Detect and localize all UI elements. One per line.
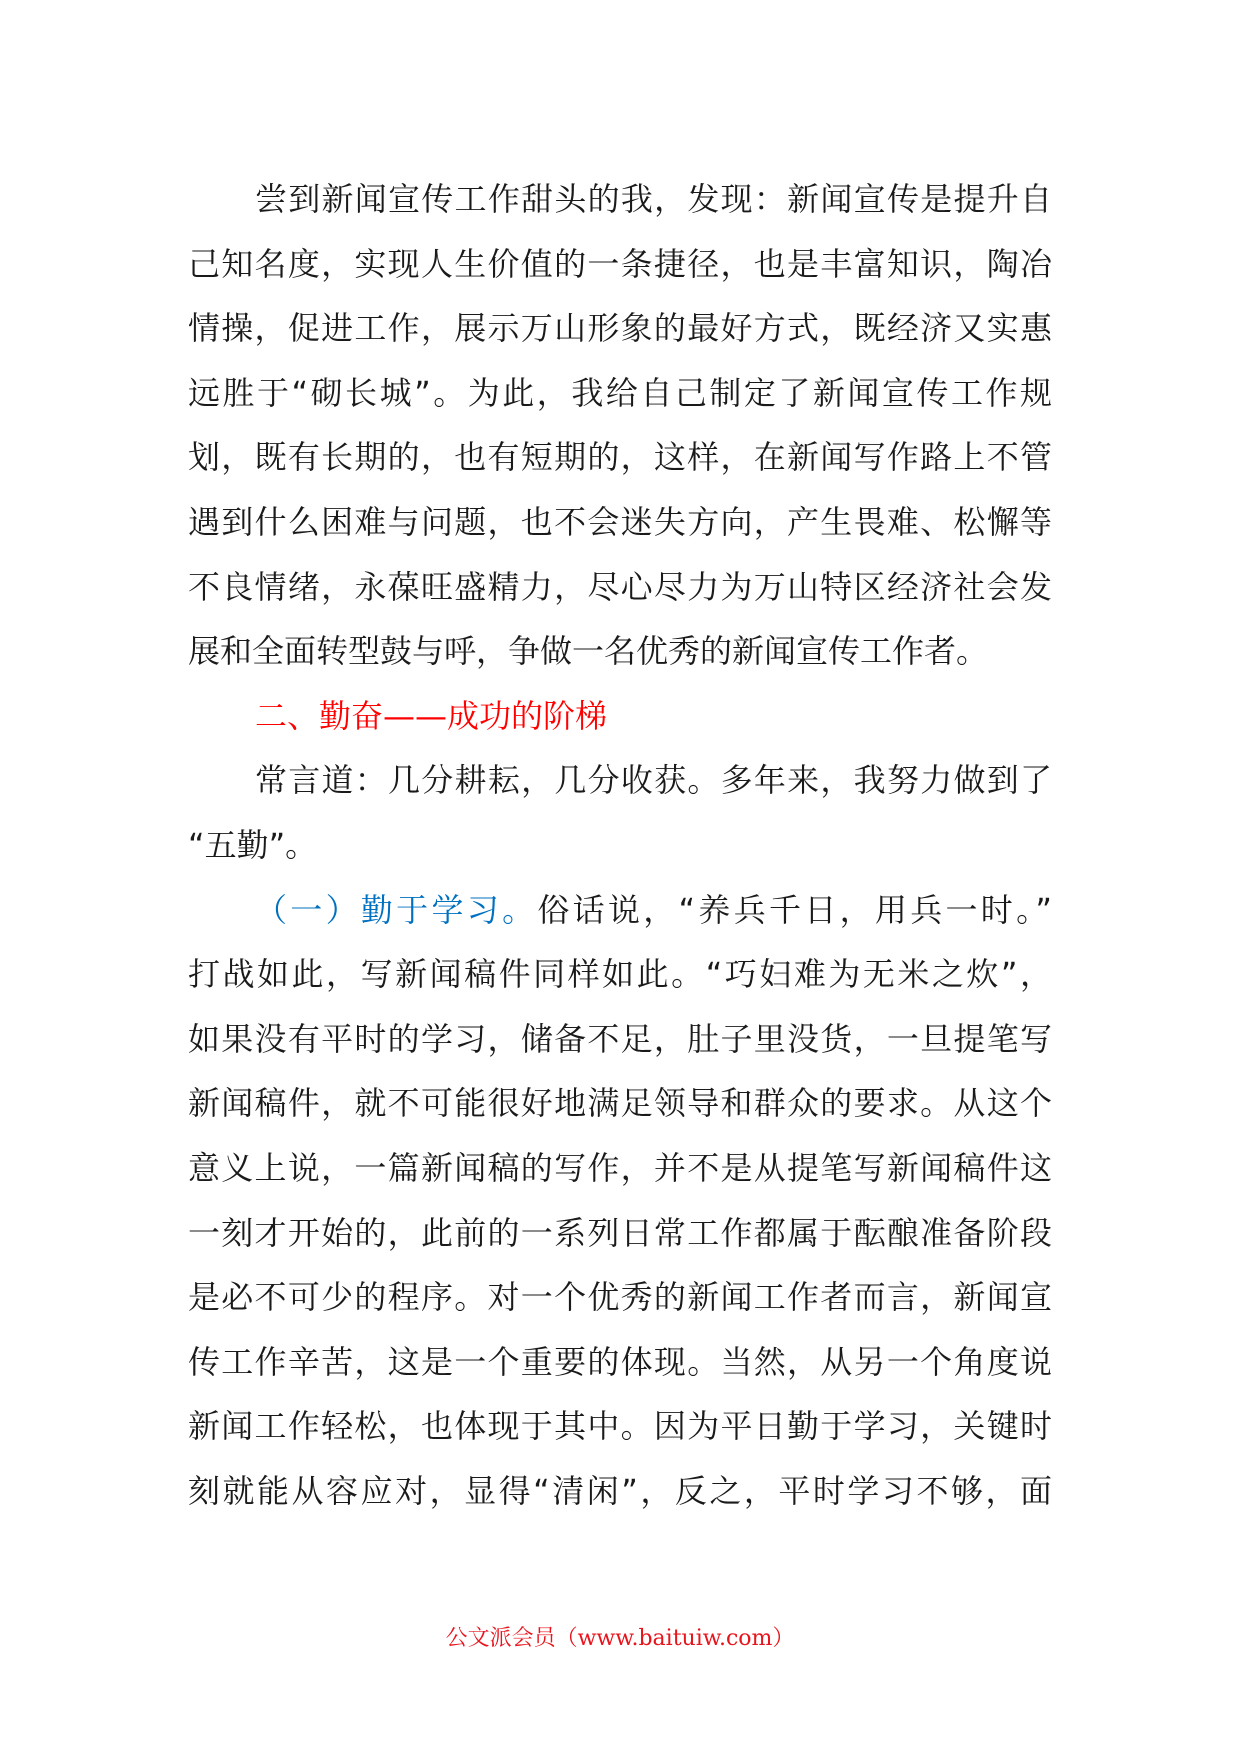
section-heading: 二、勤奋——成功的阶梯 xyxy=(255,696,608,735)
text-line: 划，既有长期的，也有短期的，这样，在新闻写作路上不管 xyxy=(188,438,1052,477)
text-span: 俗话说，“养兵千日，用兵一时。” xyxy=(537,890,1052,929)
text-line: 新闻稿件，就不可能很好地满足领导和群众的要求。从这个 xyxy=(188,1084,1052,1123)
text-line: 不良情绪，永葆旺盛精力，尽心尽力为万山特区经济社会发 xyxy=(188,567,1052,606)
text-line: 情操，促进工作，展示万山形象的最好方式，既经济又实惠 xyxy=(188,309,1052,348)
text-line: 常言道：几分耕耘，几分收获。多年来，我努力做到了 xyxy=(255,761,1052,800)
text-line: 尝到新闻宣传工作甜头的我，发现：新闻宣传是提升自 xyxy=(255,180,1052,218)
text-line: 打战如此，写新闻稿件同样如此。“巧妇难为无米之炊”， xyxy=(188,955,1052,994)
text-line: 遇到什么困难与问题，也不会迷失方向，产生畏难、松懈等 xyxy=(188,502,1052,541)
text-line: 展和全面转型鼓与呼，争做一名优秀的新闻宣传工作者。 xyxy=(188,632,989,671)
document-body xyxy=(188,167,1052,1523)
text-line xyxy=(188,878,1052,943)
text-line: “五勤”。 xyxy=(188,825,318,864)
text-line: 如果没有平时的学习，储备不足，肚子里没货，一旦提笔写 xyxy=(188,1019,1052,1058)
text-line: 远胜于“砌长城”。为此，我给自己制定了新闻宣传工作规 xyxy=(188,373,1052,412)
text-line: 意义上说，一篇新闻稿的写作，并不是从提笔写新闻稿件这 xyxy=(188,1148,1052,1187)
text-line: 传工作辛苦，这是一个重要的体现。当然，从另一个角度说 xyxy=(188,1342,1052,1381)
text-line: 是必不可少的程序。对一个优秀的新闻工作者而言，新闻宣 xyxy=(188,1278,1052,1317)
footer-watermark: 公文派会员（www.baituiw.com） xyxy=(445,1626,795,1651)
text-line: 刻就能从容应对，显得“清闲”，反之，平时学习不够，面 xyxy=(188,1471,1052,1510)
subsection-label: （一）勤于学习。 xyxy=(255,890,538,929)
text-line: 新闻工作轻松，也体现于其中。因为平日勤于学习，关键时 xyxy=(188,1407,1052,1446)
text-line: 己知名度，实现人生价值的一条捷径，也是丰富知识，陶冶 xyxy=(188,244,1052,283)
text-line: 一刻才开始的，此前的一系列日常工作都属于酝酿准备阶段 xyxy=(188,1213,1052,1252)
